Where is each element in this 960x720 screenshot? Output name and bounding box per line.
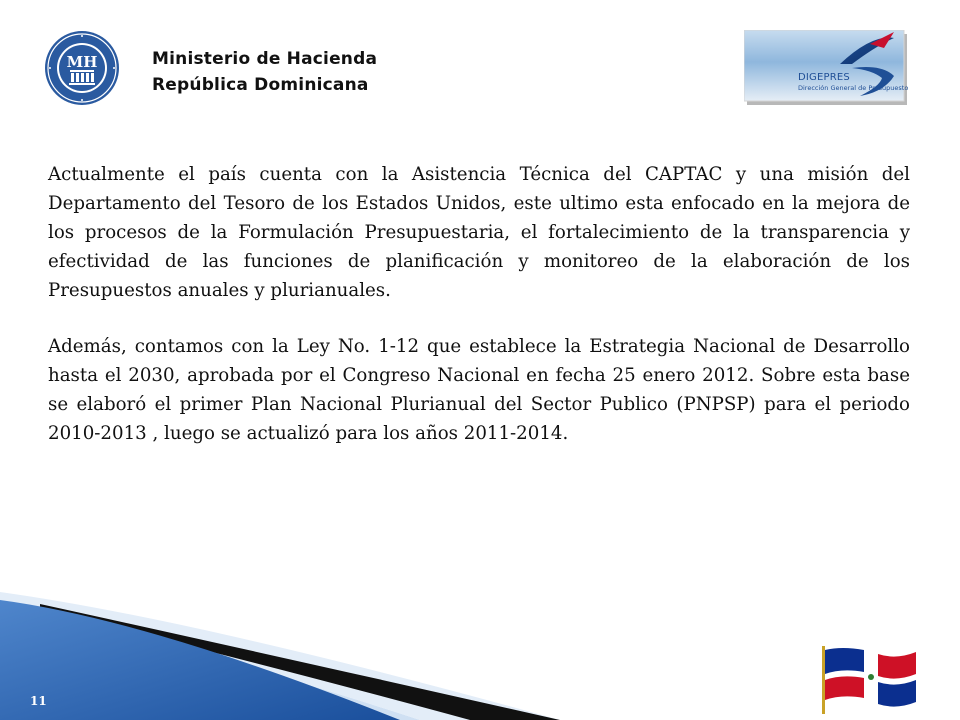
seal-initials: MH (66, 53, 98, 71)
org-line-country: República Dominicana (152, 75, 369, 95)
page-number: 11 (30, 694, 47, 708)
body-text (48, 160, 910, 448)
org-line-ministry: Ministerio de Hacienda (152, 49, 378, 69)
ministry-seal-logo (44, 30, 120, 106)
digepres-logo-graphic (744, 30, 908, 106)
digepres-logo (744, 30, 908, 106)
dominican-flag-icon (816, 640, 920, 714)
organization-name (152, 46, 377, 98)
digepres-subtitle: Dirección General de Presupuesto (798, 84, 909, 92)
paragraph-1: Actualmente el país cuenta con la Asistencia Técnica del CAPTAC y una misión del Departamento del Tesoro de los Estados Unidos, este ultimo esta enfocado en la mejora de los procesos de la Formulación Presupuestaria, el fortalecimiento de la transparencia y efectividad de las funciones de planificación y monitoreo de la elaboración de los Presupuestos anuales y plurianuales. (48, 164, 910, 301)
digepres-name: DIGEPRES (798, 72, 850, 83)
paragraph-2: Además, contamos con la Ley No. 1-12 que establece la Estrategia Nacional de Desarrollo hasta el 2030, aprobada por el Congreso Nacional en fecha 25 enero 2012. Sobre esta base se elaboró el primer Plan Nacional Plurianual del Sector Publico (PNPSP) para el periodo 2010-2013 , luego se actualizó para los años 2011-2014. (48, 336, 910, 444)
